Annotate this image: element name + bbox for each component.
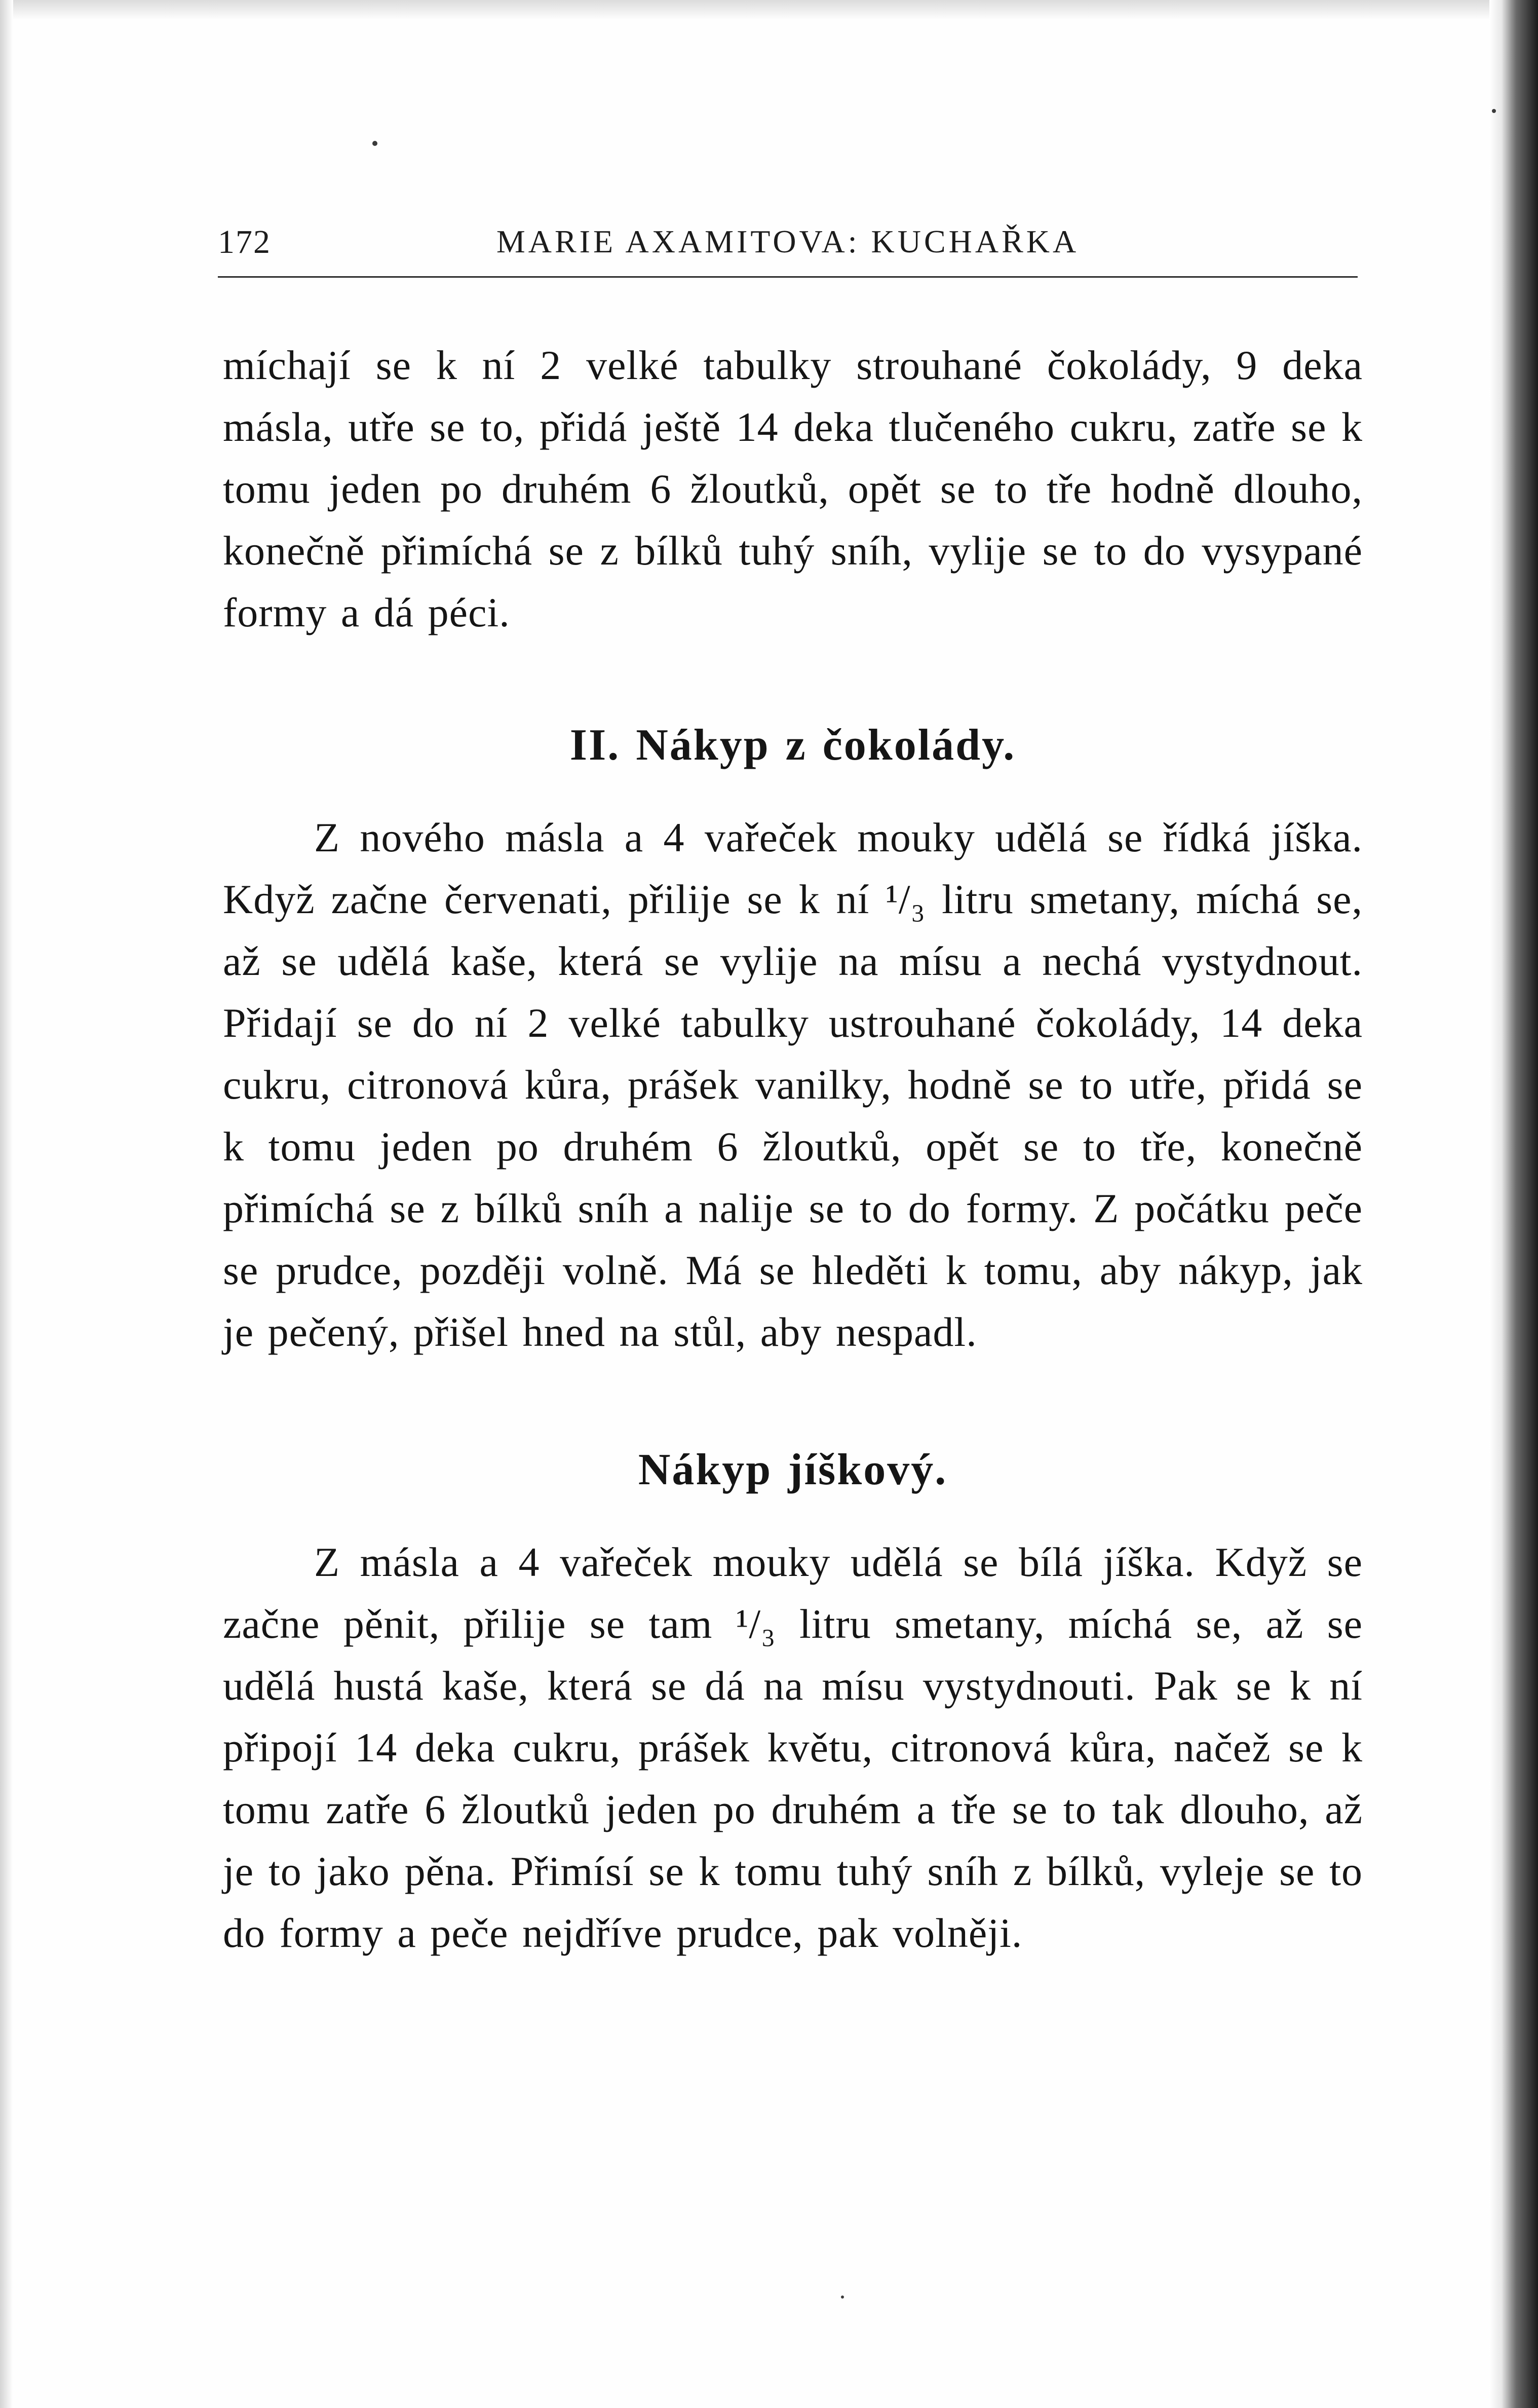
- page-header: [218, 223, 1358, 279]
- running-title: MARIE AXAMITOVA: KUCHAŘKA: [496, 223, 1080, 259]
- page-top-edge: [0, 0, 1538, 20]
- chocolate-pudding-paragraph: Z nového másla a 4 vařeček mouky udělá se řídká jíška. Když začne červenati, přilije se k ní ¹/₃ litru smetany, míchá se, až se udělá kaše, která se vylije na mísu a nechá vystydnout. Přidají se do ní 2 velké tabulky ustrouhané čokolády, 14 deka cukru, citronová kůra, prášek vanilky, hodně se to utře, přidá se k tomu jeden po druhém 6 žloutků, opět se to tře, konečně přimíchá se z bílků sníh a nalije se to do formy. Z počátku peče se prudce, později volně. Má se hleděti k tomu, aby nákyp, jak je pečený, přišel hned na stůl, aby nespadl.: [223, 814, 1363, 1355]
- roux-pudding-paragraph: Z másla a 4 vařeček mouky udělá se bílá jíška. Když se začne pěnit, přilije se tam ¹/₃ litru smetany, míchá se, až se udělá hustá kaše, která se dá na mísu vystydnouti. Pak se k ní připojí 14 deka cukru, prášek květu, citronová kůra, načež se k tomu zatře 6 žloutků jeden po druhém a tře se to tak dlouho, až je to jako pěna. Přimísí se k tomu tuhý sníh z bílků, vyleje se to do formy a peče nejdříve prudce, pak volněji.: [223, 1539, 1363, 1956]
- intro-paragraph: míchají se k ní 2 velké tabulky strouhané čokolády, 9 deka másla, utře se to, přidá ještě 14 deka tlučeného cukru, zatře se k tomu jeden po druhém 6 žloutků, opět se to tře hodně dlouho, konečně přimíchá se z bílků tuhý sníh, vylije se to do vysypané formy a dá péci.: [223, 342, 1363, 635]
- page-body: [223, 334, 1363, 1964]
- page-number: 172: [218, 223, 271, 260]
- section-heading-chocolate-pudding: II. Nákyp z čokolády.: [569, 721, 1016, 770]
- header-rule: [218, 276, 1358, 278]
- page-binding-shadow: [1489, 0, 1538, 2408]
- scan-speck: [372, 141, 377, 146]
- section-heading-roux-pudding: Nákyp jíškový.: [638, 1445, 948, 1494]
- scan-speck: [1492, 109, 1496, 113]
- scan-speck: [841, 2296, 844, 2299]
- page-left-edge: [0, 0, 13, 2408]
